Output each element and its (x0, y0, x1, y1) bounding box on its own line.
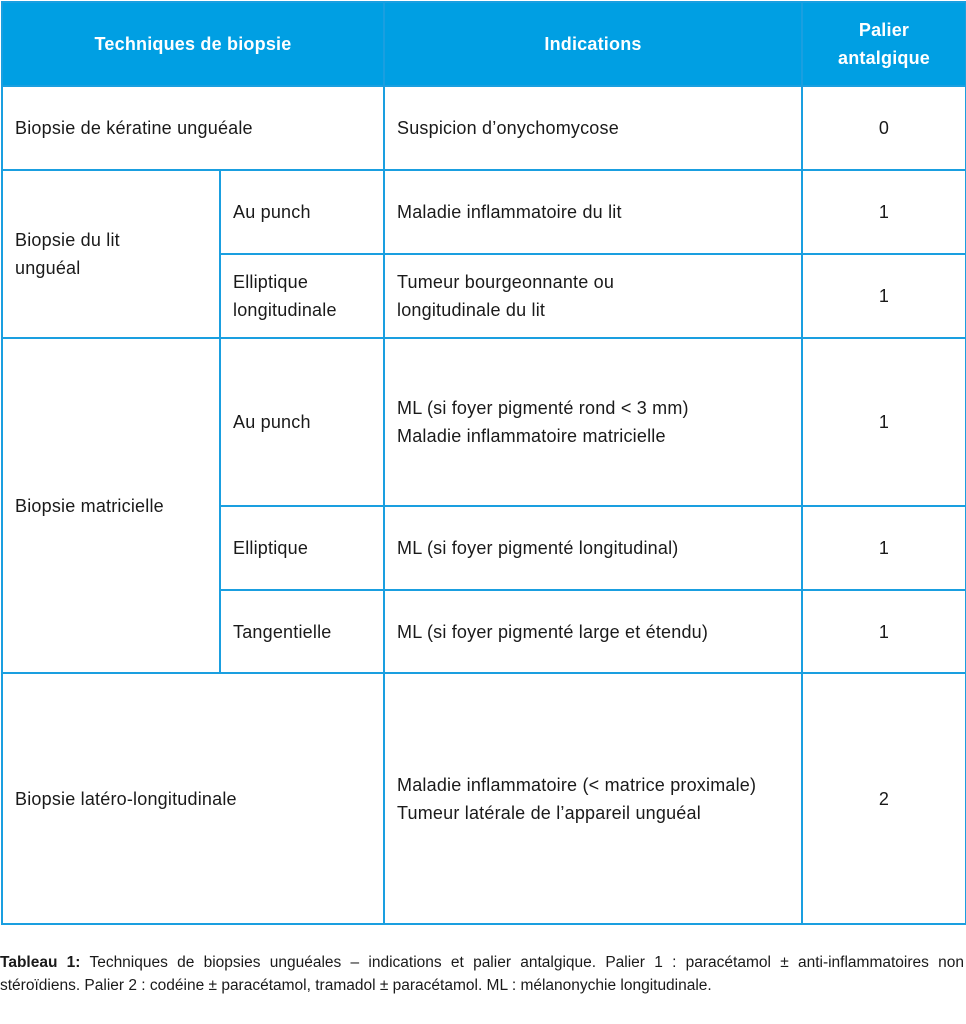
indication-line: Maladie inflammatoire matricielle (397, 426, 666, 446)
indication-cell: Suspicion d’onychomycose (384, 86, 802, 170)
indication-cell (384, 338, 802, 506)
header-palier: Palier antalgique (802, 2, 966, 86)
palier-cell: 1 (802, 254, 966, 338)
method-cell: Tangentielle (220, 590, 384, 673)
caption-label: Tableau 1: (0, 954, 81, 971)
indication-text: Tumeur bourgeonnante ou longitudinale du lit (397, 272, 615, 320)
header-technique: Techniques de biopsie (2, 2, 384, 86)
palier-cell: 2 (802, 673, 966, 924)
table-row (2, 170, 966, 254)
palier-cell: 1 (802, 506, 966, 590)
indication-line: ML (si foyer pigmenté rond < 3 mm) (397, 398, 689, 418)
method-cell: Au punch (220, 170, 384, 254)
indication-cell: ML (si foyer pigmenté large et étendu) (384, 590, 802, 673)
palier-cell: 1 (802, 338, 966, 506)
palier-cell: 1 (802, 170, 966, 254)
header-row (2, 2, 966, 86)
table-caption (0, 951, 964, 997)
table-row (2, 338, 966, 506)
technique-cell: Biopsie de kératine unguéale (2, 86, 384, 170)
indication-line: Maladie inflammatoire (< matrice proximale) (397, 774, 757, 795)
indication-cell (384, 254, 802, 338)
table-row (2, 673, 966, 924)
palier-cell: 1 (802, 590, 966, 673)
method-cell: Elliptique (220, 506, 384, 590)
group-cell: Biopsie matricielle (2, 338, 220, 673)
caption-text: Techniques de biopsies unguéales – indications et palier antalgique. Palier 1 : paracétamol ± anti-inflammatoires non stéroïdiens. Palier 2 : codéine ± paracétamol, tramadol ± paracétamol. ML : mélanonychie longitudinale. (0, 954, 965, 994)
method-cell: Elliptique longitudinale (220, 254, 384, 338)
group-cell (2, 170, 220, 338)
indication-cell: Maladie inflammatoire du lit (384, 170, 802, 254)
indication-cell: ML (si foyer pigmenté longitudinal) (384, 506, 802, 590)
indication-cell (384, 673, 802, 924)
method-cell: Au punch (220, 338, 384, 506)
technique-cell: Biopsie latéro-longitudinale (2, 673, 384, 924)
palier-cell: 0 (802, 86, 966, 170)
table-row (2, 86, 966, 170)
biopsy-table (1, 1, 966, 925)
header-indications: Indications (384, 2, 802, 86)
group-label: Biopsie du lit unguéal (15, 230, 120, 278)
indication-line: Tumeur latérale de l’appareil unguéal (397, 802, 701, 823)
